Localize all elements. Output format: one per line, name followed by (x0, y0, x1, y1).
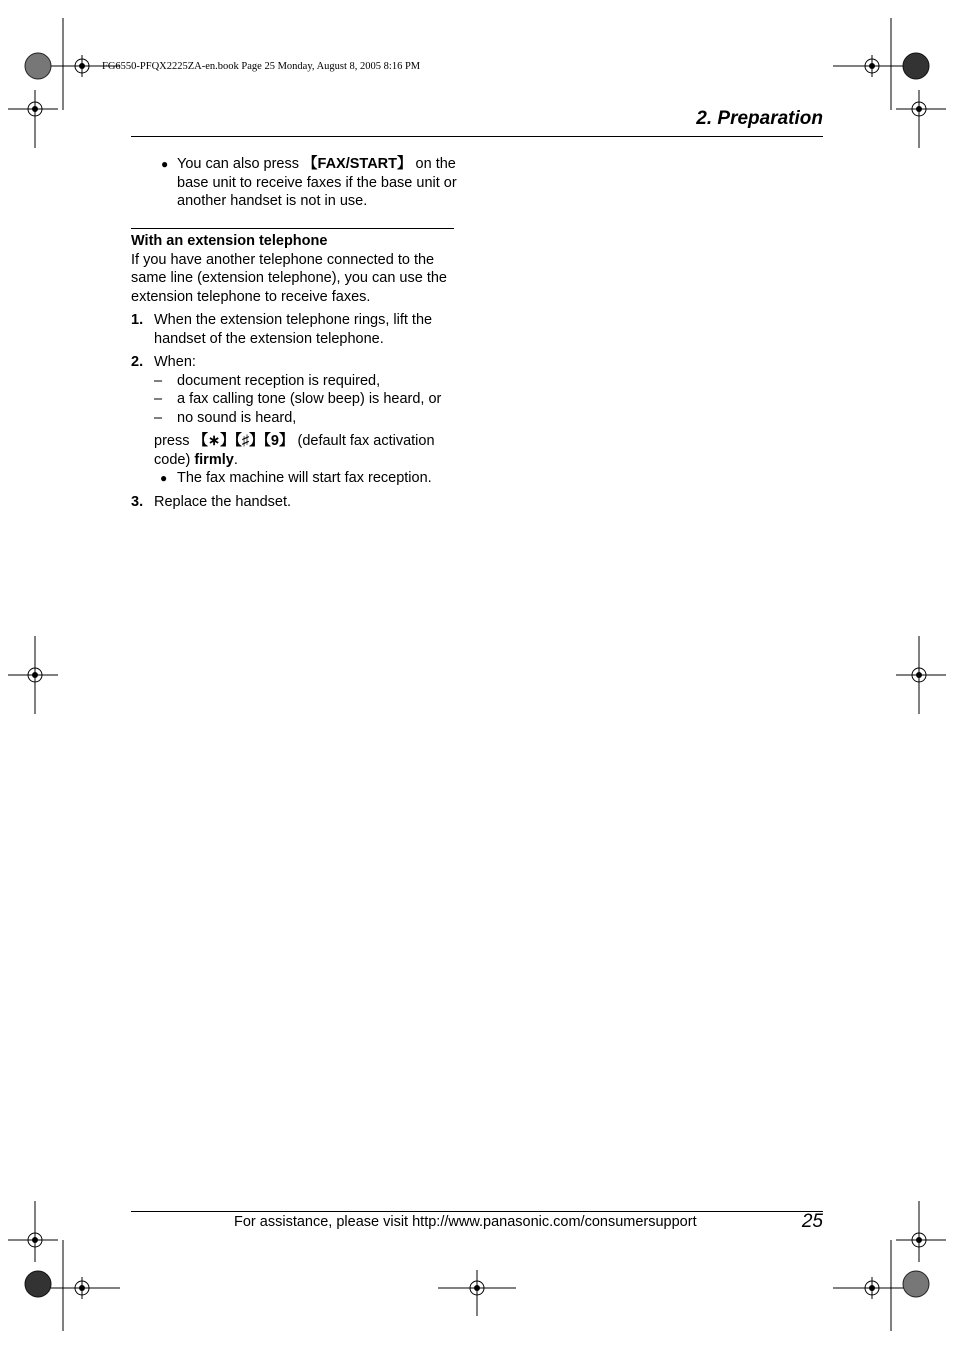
condition-item: – no sound is heard, (154, 409, 297, 426)
step-3 (131, 493, 456, 512)
fax-start-key: 【FAX/START】 (303, 156, 412, 172)
assistance-text: For assistance, please visit http://www.panasonic.com/consumersupport (234, 1214, 697, 1230)
intro-bullet (131, 155, 461, 211)
step-number: 3. (131, 493, 144, 510)
header-rule (131, 136, 823, 137)
footer-rule (131, 1211, 823, 1212)
step-2-bullet: ● The fax machine will start fax reception. (160, 470, 432, 486)
condition-item: – document reception is required, (154, 372, 381, 389)
step-lead: When: (154, 354, 196, 370)
press-instruction: press 【∗】【♯】【9】 (default fax activation code) firmly. (154, 433, 435, 468)
extension-section (131, 232, 456, 511)
step-text: Replace the handset. (154, 493, 292, 510)
intro-text-after: on the base unit to receive faxes if the base unit or another handset is not in use. (177, 156, 457, 209)
activation-keys: 【∗】【♯】【9】 (193, 433, 294, 449)
bullet-icon: ● (161, 157, 169, 171)
page-number: 25 (801, 1211, 823, 1232)
step-number: 2. (131, 354, 144, 370)
intro-text-before: You can also press (177, 156, 304, 172)
file-stamp: FG6550-PFQX2225ZA-en.book Page 25 Monday, August 8, 2005 8:16 PM (102, 61, 421, 72)
extension-heading: With an extension telephone (131, 233, 328, 249)
section-title: 2. Preparation (696, 108, 823, 129)
extension-description: If you have another telephone connected to the same line (extension telephone), you can use the extension telephone to receive faxes. (131, 251, 447, 305)
bullet-icon: ● (160, 471, 168, 485)
condition-item: – a fax calling tone (slow beep) is heard, or (154, 391, 442, 407)
subsection-rule (131, 228, 454, 229)
step-number: 1. (131, 312, 144, 328)
step-1 (131, 311, 456, 348)
step-2 (131, 353, 456, 488)
step-text: When the extension telephone rings, lift the handset of the extension telephone. (154, 312, 433, 347)
firmly-emphasis: firmly (194, 451, 234, 468)
